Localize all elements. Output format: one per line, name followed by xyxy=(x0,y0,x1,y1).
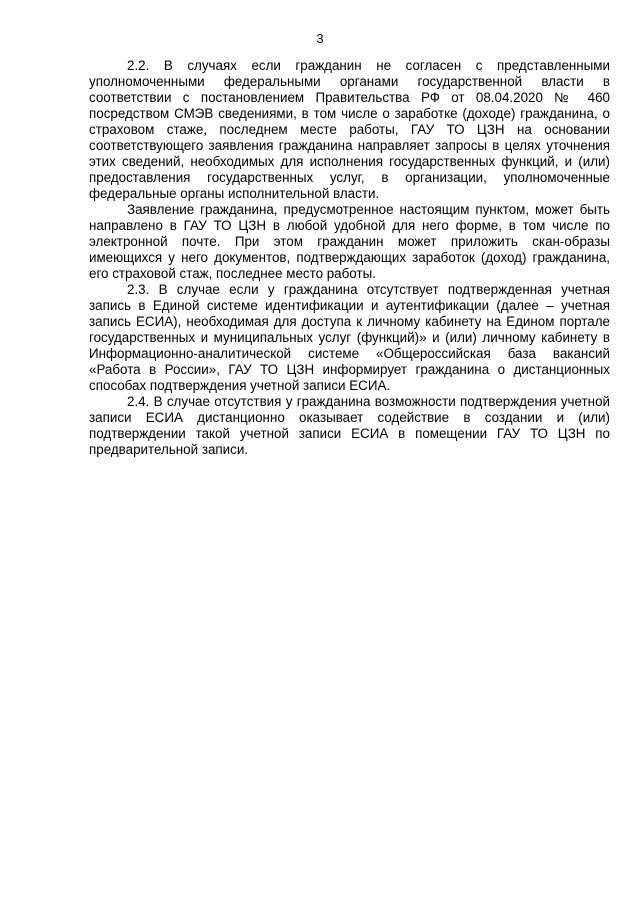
document-body xyxy=(89,58,610,458)
paragraph-2-3: 2.3. В случае если у гражданина отсутствует подтвержденная учетная запись в Единой системе идентификации и аутентификации (далее – учетная запись ЕСИА), необходимая для доступа к личному кабинету на Едином портале государственных и муниципальных услуг (функций)» и (или) личному кабинету в Информационно-аналитической системе «Общероссийская база вакансий «Работа в России», ГАУ ТО ЦЗН информирует гражданина о дистанционных способах подтверждения учетной записи ЕСИА. xyxy=(89,282,610,393)
paragraph-2-2-application: Заявление гражданина, предусмотренное настоящим пунктом, может быть направлено в ГАУ ТО ЦЗН в любой удобной для него форме, в том числе по электронной почте. При этом гражданин может приложить скан-образы имеющихся у него документов, подтверждающих заработок (доход) гражданина, его страховой стаж, последнее место работы. xyxy=(89,202,610,281)
paragraph-2-4: 2.4. В случае отсутствия у гражданина возможности подтверждения учетной записи ЕСИА дистанционно оказывает содействие в создании и (или) подтверждении такой учетной записи ЕСИА в помещении ГАУ ТО ЦЗН по предварительной записи. xyxy=(89,394,610,457)
paragraph-2-2: 2.2. В случаях если гражданин не согласен с представленными уполномоченными федеральными органами государственной власти в соответствии с постановлением Правительства РФ от 08.04.2020 № 460 посредством СМЭВ сведениями, в том числе о заработке (доходе) гражданина, о страховом стаже, последнем месте работы, ГАУ ТО ЦЗН на основании соответствующего заявления гражданина направляет запросы в целях уточнения этих сведений, необходимых для исполнения государственных функций, и (или) предоставления государственных услуг, в организации, уполномоченные федеральные органы исполнительной власти. xyxy=(89,58,610,201)
page-number: 3 xyxy=(316,31,324,46)
